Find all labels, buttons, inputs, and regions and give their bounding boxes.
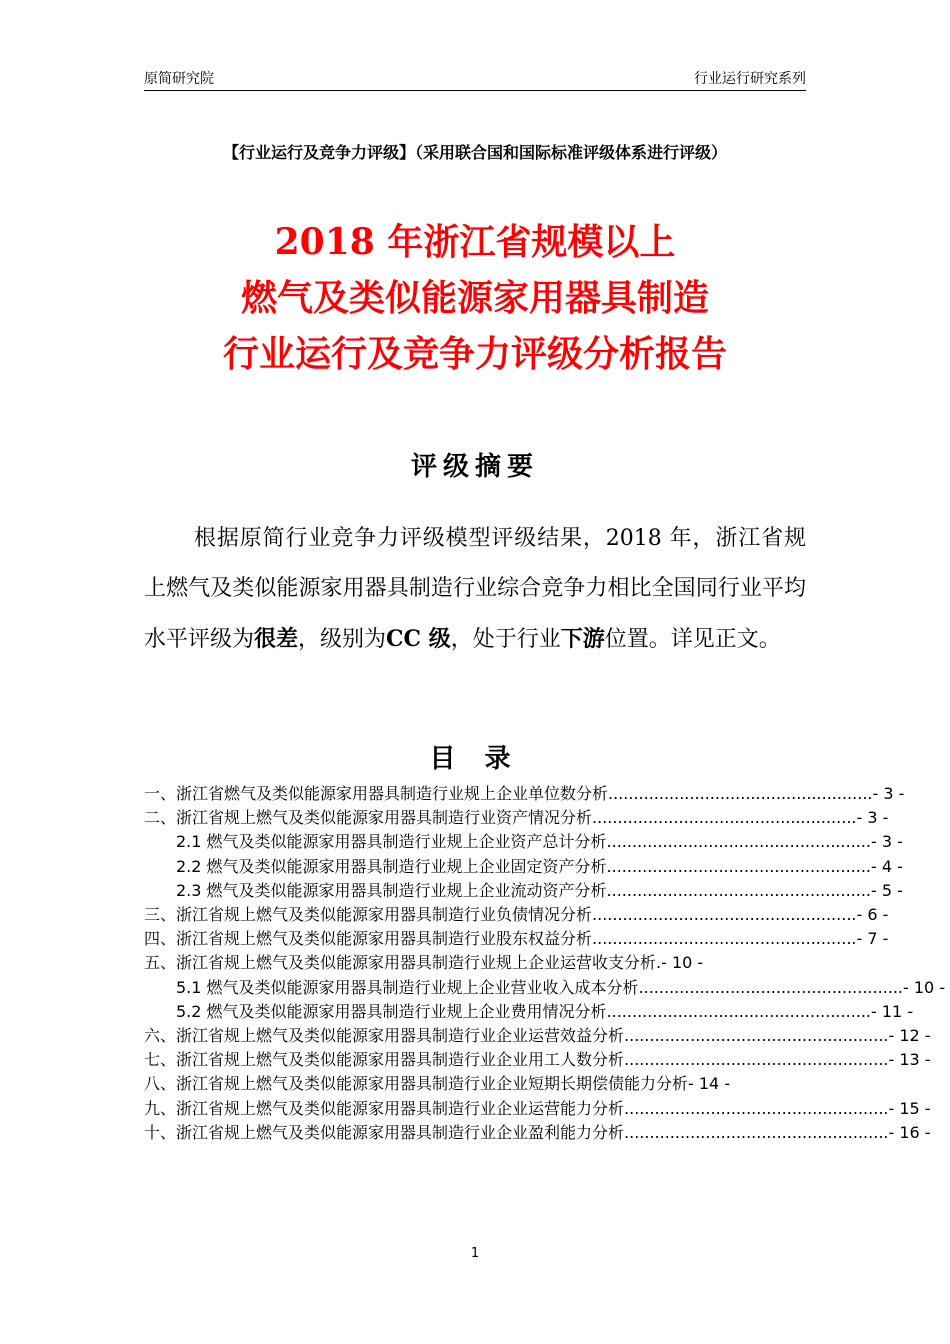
toc-item-page: - 3 -: [856, 808, 889, 828]
toc-leader: ....................................................: [624, 1122, 889, 1142]
toc-item-page: - 11 -: [871, 1001, 914, 1021]
toc-item[interactable]: [144, 951, 806, 975]
toc-item[interactable]: [144, 879, 903, 903]
toc-leader: ....................................................: [606, 856, 872, 876]
toc-item[interactable]: [144, 782, 905, 806]
toc-item[interactable]: [144, 1024, 931, 1048]
toc-item-page: - 4 -: [871, 856, 903, 876]
toc-item[interactable]: [144, 1072, 806, 1096]
toc-item-page: - 14 -: [688, 1074, 731, 1094]
toc-item-page: - 12 -: [888, 1026, 931, 1046]
toc-item[interactable]: [144, 976, 946, 1000]
toc-item[interactable]: [144, 1097, 931, 1121]
toc-item-page: - 10 -: [903, 977, 946, 997]
toc-item-page: - 3 -: [872, 784, 905, 803]
toc-item-text: 四、浙江省规上燃气及类似能源家用器具制造行业股东权益分析: [144, 929, 593, 949]
toc-item-text: 二、浙江省规上燃气及类似能源家用器具制造行业资产情况分析: [144, 808, 593, 828]
toc-leader: ....................................................: [638, 977, 904, 997]
summary-heading: 评级摘要: [410, 452, 539, 482]
toc-leader: ....................................................: [624, 1050, 889, 1070]
toc-item-page: - 3 -: [871, 832, 903, 852]
toc-item-text: 2.3 燃气及类似能源家用器具制造行业规上企业流动资产分析: [176, 880, 607, 900]
toc-item-page: - 10 -: [661, 953, 704, 973]
summary-part-3: ，处于行业: [450, 627, 561, 652]
toc-item[interactable]: [144, 1048, 931, 1072]
header-right-text: 行业运行研究系列: [694, 71, 806, 87]
toc-leader: ....................................................: [624, 1098, 889, 1118]
toc-item-text: 六、浙江省规上燃气及类似能源家用器具制造行业企业运营效益分析: [144, 1026, 625, 1046]
toc-leader: ....................................................: [608, 784, 873, 803]
summary-part-1: 根据原简行业竞争力评级模型评级结果，2018 年，浙江省规上燃气及类似能源家用器具制造行业综合竞争力相比全国同行业平均水平评级为: [144, 526, 806, 652]
header-left-text: 原简研究院: [144, 71, 214, 87]
toc-leader: ....................................................: [606, 880, 872, 900]
toc-item-page: - 13 -: [888, 1050, 931, 1070]
page-header: [144, 64, 806, 91]
summary-paragraph: [144, 514, 806, 665]
toc-item-text: 一、浙江省燃气及类似能源家用器具制造行业规上企业单位数分析: [144, 784, 609, 803]
summary-level: 很差: [254, 626, 299, 652]
toc-item[interactable]: [144, 1121, 931, 1145]
table-of-contents: [144, 782, 946, 1145]
toc-item[interactable]: [144, 855, 903, 879]
toc-item-page: - 5 -: [871, 880, 903, 900]
toc-leader: ....................................................: [624, 1026, 889, 1046]
page-number: 1: [470, 1246, 480, 1261]
toc-item-text: 八、浙江省规上燃气及类似能源家用器具制造行业企业短期长期偿债能力分析: [144, 1074, 689, 1094]
toc-leader: ....................................................: [592, 929, 857, 949]
toc-item-text: 九、浙江省规上燃气及类似能源家用器具制造行业企业运营能力分析: [144, 1098, 625, 1118]
summary-grade: CC 级: [386, 626, 451, 652]
toc-item[interactable]: [144, 806, 889, 830]
toc-item-page: - 6 -: [856, 905, 889, 925]
toc-item[interactable]: [144, 903, 889, 927]
title-line-2: 燃气及类似能源家用器具制造: [240, 277, 709, 319]
title-line-1: 2018 年浙江省规模以上: [274, 221, 676, 263]
toc-leader: ....................................................: [606, 1001, 872, 1021]
toc-item-text: 七、浙江省规上燃气及类似能源家用器具制造行业企业用工人数分析: [144, 1050, 625, 1070]
toc-item-page: - 15 -: [888, 1098, 931, 1118]
toc-item-text: 2.1 燃气及类似能源家用器具制造行业规上企业资产总计分析: [176, 832, 607, 852]
toc-item-text: 三、浙江省规上燃气及类似能源家用器具制造行业负债情况分析: [144, 905, 593, 925]
toc-item-text: 5.1 燃气及类似能源家用器具制造行业规上企业营业收入成本分析: [176, 977, 639, 997]
report-title: [144, 214, 806, 382]
toc-item[interactable]: [144, 1000, 914, 1024]
toc-leader: ....................................................: [606, 832, 872, 852]
toc-item-text: 2.2 燃气及类似能源家用器具制造行业规上企业固定资产分析: [176, 856, 607, 876]
toc-leader: ....................................................: [592, 905, 857, 925]
summary-position: 下游: [560, 626, 605, 652]
toc-heading: 目 录: [429, 744, 521, 774]
summary-part-2: ，级别为: [298, 627, 387, 652]
toc-item-text: 五、浙江省规上燃气及类似能源家用器具制造行业规上企业运营收支分析.: [144, 953, 662, 973]
toc-item-text: 5.2 燃气及类似能源家用器具制造行业规上企业费用情况分析: [176, 1001, 607, 1021]
toc-item-page: - 16 -: [888, 1122, 931, 1142]
title-line-3: 行业运行及竞争力评级分析报告: [222, 333, 727, 375]
toc-leader: ....................................................: [592, 808, 857, 828]
toc-item[interactable]: [144, 927, 889, 951]
rating-note: 【行业运行及竞争力评级】（采用联合国和国际标准评级体系进行评级）: [222, 143, 727, 162]
toc-item[interactable]: [144, 830, 903, 854]
toc-item-page: - 7 -: [856, 929, 889, 949]
toc-item-text: 十、浙江省规上燃气及类似能源家用器具制造行业企业盈利能力分析: [144, 1122, 625, 1142]
summary-part-4: 位置。详见正文。: [604, 627, 781, 652]
